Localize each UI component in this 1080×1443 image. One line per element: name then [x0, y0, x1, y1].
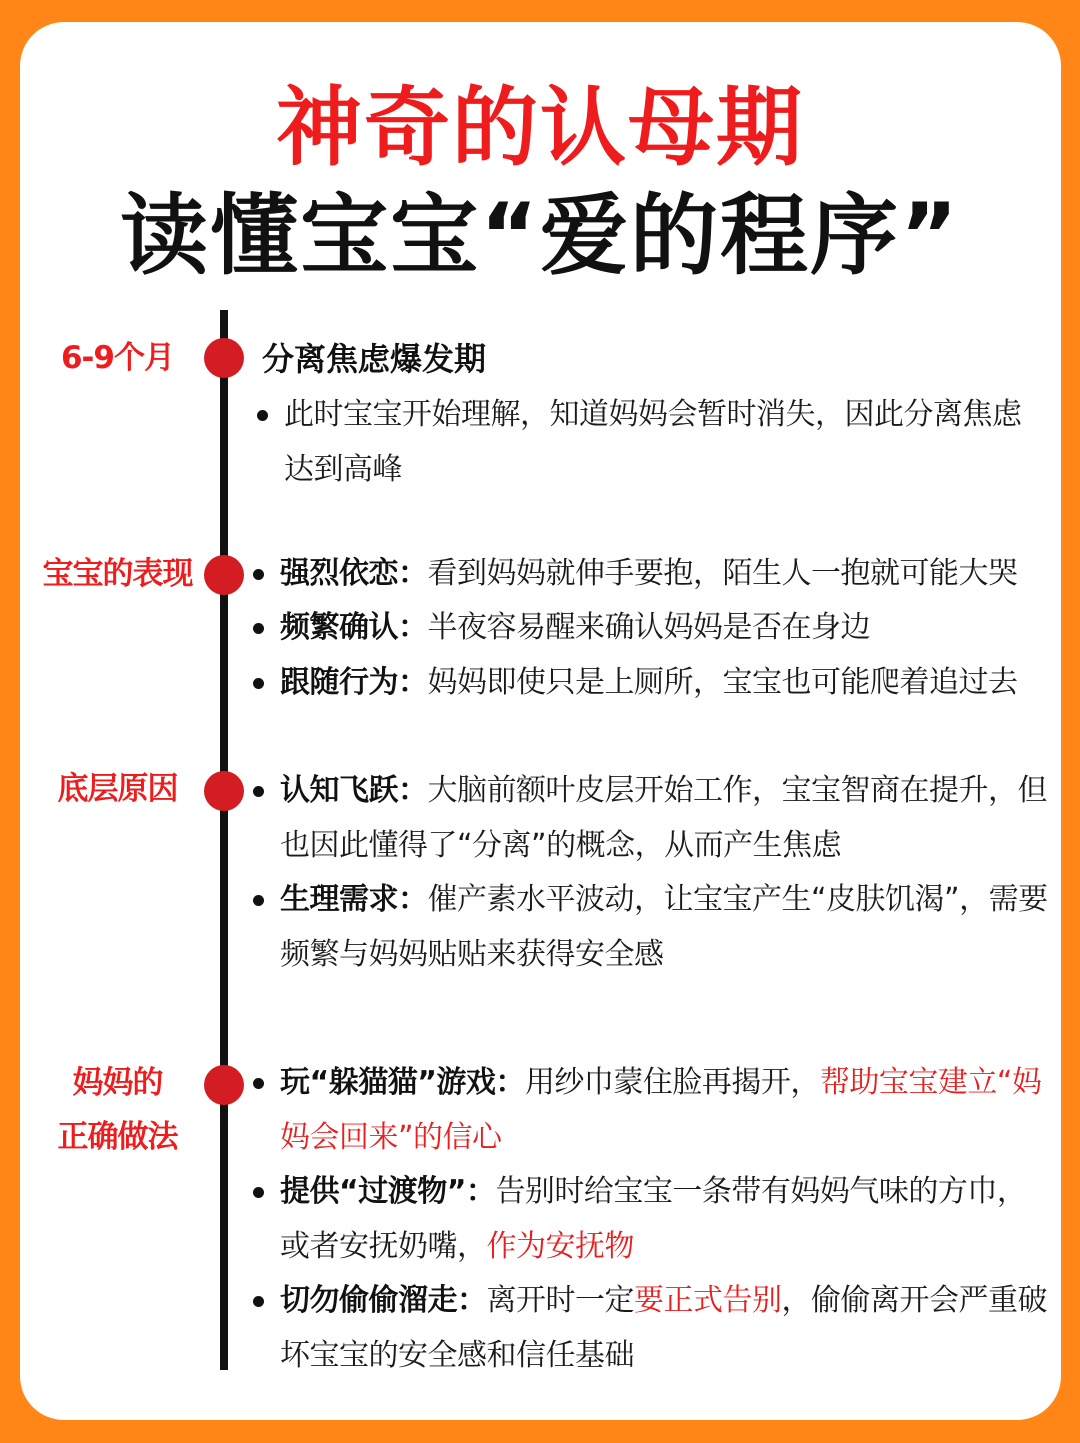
bullet-bold: 生理需求： — [280, 882, 428, 917]
bullet-bold: 认知飞跃： — [280, 773, 428, 808]
category-label: 底层原因 — [57, 771, 178, 807]
bullet-text: 妈妈即使只是上厕所，宝宝也可能爬着追过去 — [427, 665, 1018, 700]
bullet-text: 大脑前额叶皮层开始工作，宝宝智商在提升，但也因此懂得了“分离”的概念，从而产生焦虑 — [280, 773, 1047, 863]
bullet-bold: 频繁确认： — [280, 610, 428, 645]
section-heading: 分离焦虑爆发期 — [262, 340, 487, 378]
bullet-text: 半夜容易醒来确认妈妈是否在身边 — [427, 610, 870, 645]
bullet-text-after: ，偷偷离开会严重破坏宝宝的安全感和信任基础 — [280, 1283, 1047, 1373]
bullet-text: 此时宝宝开始理解，知道妈妈会暂时消失，因此分离焦虑达到高峰 — [284, 397, 1022, 487]
timeline-line — [220, 310, 228, 1370]
bullet-item — [280, 873, 1050, 982]
bullet-highlight: 作为安抚物 — [486, 1228, 634, 1264]
bullet-text: 用纱巾蒙住脸再揭开， — [524, 1065, 820, 1100]
category-label: 妈妈的 — [72, 1065, 163, 1101]
bullet-highlight: 帮助宝宝建立“妈妈会回来”的信心 — [280, 1065, 1042, 1155]
bullet-bold: 切勿偷偷溜走： — [280, 1283, 487, 1318]
category-label: 正确做法 — [57, 1119, 178, 1155]
bullet-bold: 提供“过渡物”： — [280, 1174, 496, 1209]
category-label: 宝宝的表现 — [42, 556, 193, 592]
bullet-text: 看到妈妈就伸手要抱，陌生人一抱就可能大哭 — [427, 556, 1018, 591]
bullet-highlight: 要正式告别 — [634, 1283, 782, 1318]
bullet-item — [280, 601, 1050, 656]
bullet-item — [280, 1056, 1050, 1165]
bullet-item — [280, 764, 1050, 873]
bullet-item — [280, 547, 1050, 602]
category-label: 6-9个月 — [60, 340, 174, 376]
bullet-text: 催产素水平波动，让宝宝产生“皮肤饥渴”，需要频繁与妈妈贴贴来获得安全感 — [280, 882, 1048, 972]
bullet-item — [280, 1274, 1050, 1383]
title-line-1: 神奇的认母期 — [276, 78, 804, 178]
bullet-bold: 强烈依恋： — [280, 556, 428, 591]
bullet-bold: 跟随行为： — [280, 665, 428, 700]
bullet-item — [284, 388, 1024, 497]
bullet-text: 告别时给宝宝一条带有妈妈气味的方巾，或者安抚奶嘴， — [280, 1174, 1027, 1264]
bullet-text: 离开时一定 — [486, 1283, 634, 1318]
bullet-item — [280, 1165, 1050, 1274]
title-line-2: 读懂宝宝“爱的程序” — [120, 184, 960, 287]
bullet-item — [280, 656, 1050, 711]
bullet-bold: 玩“躲猫猫”游戏： — [280, 1065, 525, 1100]
